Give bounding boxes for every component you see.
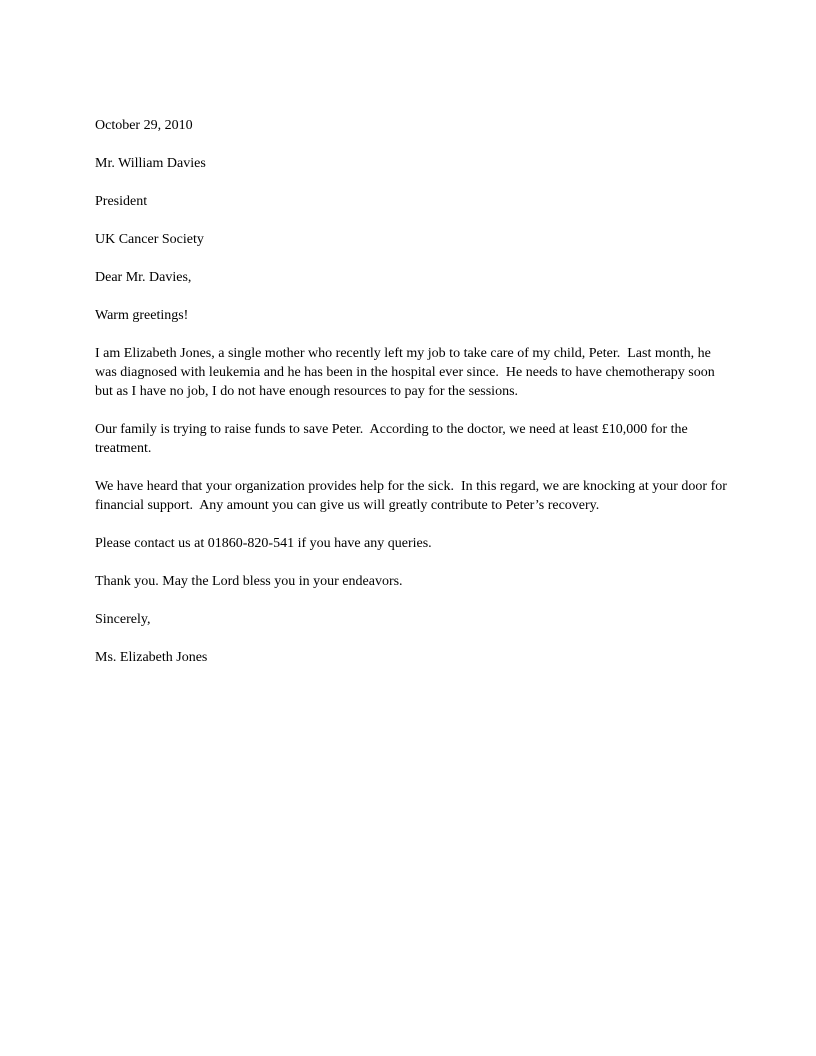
- recipient-organization: UK Cancer Society: [95, 232, 204, 247]
- body-paragraph: Our family is trying to raise funds to save Peter. According to the doctor, we need at least £10,000 for the treatment.: [95, 422, 692, 456]
- letter-body: [95, 116, 731, 686]
- recipient-name: Mr. William Davies: [95, 156, 206, 171]
- body-paragraph: I am Elizabeth Jones, a single mother who recently left my job to take care of my child, Peter. Last month, he was diagnosed with leukemia and he has been in the hospital ever since. He needs to have chemotherapy soon but as I have no job, I do not have enough resources to pay for the sessions.: [95, 346, 719, 399]
- closing: Sincerely,: [95, 612, 151, 627]
- letter-date: October 29, 2010: [95, 118, 193, 133]
- body-paragraph: We have heard that your organization provides help for the sick. In this regard, we are knocking at your door for financial support. Any amount you can give us will greatly contribute to Peter’s recovery.: [95, 479, 731, 513]
- salutation: Dear Mr. Davies,: [95, 270, 192, 285]
- contact-paragraph: Please contact us at 01860-820-541 if you have any queries.: [95, 536, 432, 551]
- signature: Ms. Elizabeth Jones: [95, 650, 208, 665]
- recipient-title: President: [95, 194, 148, 209]
- greeting: Warm greetings!: [95, 308, 189, 323]
- thanks-paragraph: Thank you. May the Lord bless you in your endeavors.: [95, 574, 403, 589]
